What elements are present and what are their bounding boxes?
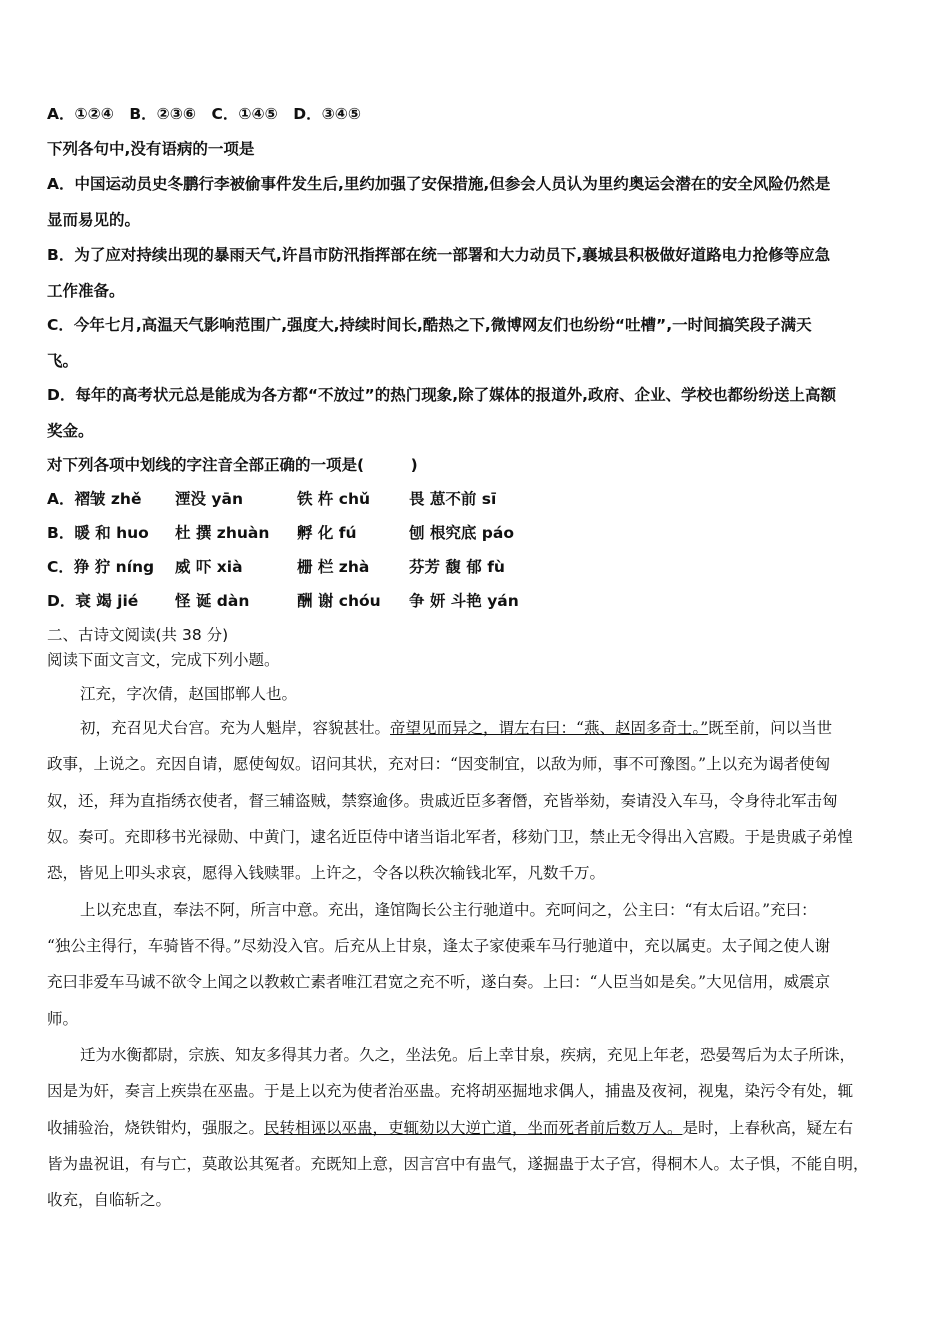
pinyin-item: 酬 谢 chóu — [297, 592, 381, 610]
section-heading: 二、古诗文阅读(共 38 分) — [47, 626, 229, 644]
pinyin-option-a — [47, 487, 496, 509]
reading-instruction: 阅读下面文言文，完成下列小题。 — [47, 651, 280, 669]
pinyin-item: 争 妍 斗艳 yán — [409, 592, 519, 610]
passage-line: 皆为蛊祝诅，有与亡，莫敢讼其冤者。充既知上意，因言宫中有蛊气，遂掘蛊于太子宫，得桐木人。太子惧，不能自明， — [47, 1155, 869, 1173]
pinyin-item: 怪 诞 dàn — [175, 592, 250, 610]
underlined-sentence: 民转相诬以巫蛊，吏辄劾以大逆亡道，坐而死者前后数万人。 — [264, 1119, 683, 1137]
option-d-line-1: D．每年的高考状元总是能成为各方都“不放过”的热门现象,除了媒体的报道外,政府、企业、学校也都纷纷送上高额 — [47, 386, 837, 404]
pinyin-item: 刨 根究底 páo — [409, 524, 514, 542]
pinyin-item: 芬芳 馥 郁 fù — [409, 558, 505, 576]
option-a-line-1: A．中国运动员史冬鹏行李被偷事件发生后,里约加强了安保措施,但参会人员认为里约奥运会潜在的安全风险仍然是 — [47, 175, 831, 193]
passage-text: 收捕验治，烧铁钳灼，强服之。 — [47, 1119, 265, 1137]
underlined-sentence: 帝望见而异之，谓左右曰：“燕、赵固多奇士。” — [390, 719, 709, 737]
pinyin-item: B．暖 和 huo — [47, 524, 149, 542]
pinyin-item: 杜 撰 zhuàn — [175, 524, 270, 542]
passage-line: 充曰非爱车马诚不欲令上闻之以教敕亡素者唯江君宽之充不听，遂白奏。上曰：“人臣当如是矣。”大见信用，威震京 — [47, 973, 831, 991]
choice-options-line: A．①②④ B．②③⑥ C．①④⑤ D．③④⑤ — [47, 105, 362, 123]
passage-line: 奴。奏可。充即移书光禄勋、中黄门，逮名近臣侍中诸当诣北军者，移劾门卫，禁止无令得出入宫殿。于是贵戚子弟惶 — [47, 828, 854, 846]
passage-text: 是时，上春秋高，疑左右 — [682, 1119, 854, 1137]
pinyin-item: 威 吓 xià — [175, 558, 243, 576]
passage-line: 上以充忠直，奉法不阿，所言中意。充出，逢馆陶长公主行驰道中。充呵问之，公主曰：“有太后诏。”充曰： — [80, 901, 817, 919]
passage-line — [47, 1116, 853, 1138]
passage-line: 奴，还，拜为直指绣衣使者，督三辅盗贼，禁察逾侈。贵戚近臣多奢僭，充皆举劾，奏请没入车马，令身待北军击匈 — [47, 792, 838, 810]
passage-line — [47, 716, 832, 738]
option-b-line-2: 工作准备。 — [47, 282, 125, 300]
pinyin-item: 湮没 yān — [175, 490, 243, 508]
question-stem-grammar: 下列各句中,没有语病的一项是 — [47, 140, 255, 158]
passage-line: 江充，字次倩，赵国邯郸人也。 — [80, 685, 298, 703]
passage-text: 既至前，问以当世 — [708, 719, 833, 737]
option-c-line-2: 飞。 — [47, 352, 79, 370]
option-c-line-1: C．今年七月,高温天气影响范围广,强度大,持续时间长,酷热之下,微博网友们也纷纷“吐槽”,一时间搞笑段子满天 — [47, 316, 812, 334]
passage-line: 政事，上说之。充因自请，愿使匈奴。诏问其状，充对曰：“因变制宜，以敌为师，事不可豫图。”上以充为谒者使匈 — [47, 755, 831, 773]
passage-line: 因是为奸，奏言上疾祟在巫蛊。于是上以充为使者治巫蛊。充将胡巫掘地求偶人，捕蛊及夜祠，视鬼，染污令有处，辄 — [47, 1082, 854, 1100]
pinyin-option-c — [47, 555, 505, 577]
pinyin-item: C．狰 狞 níng — [47, 558, 155, 576]
pinyin-item: 孵 化 fú — [297, 524, 357, 542]
pinyin-item: D．衰 竭 jié — [47, 592, 139, 610]
option-d-line-2: 奖金。 — [47, 422, 94, 440]
option-b-line-1: B．为了应对持续出现的暴雨天气,许昌市防汛指挥部在统一部署和大力动员下,襄城县积极做好道路电力抢修等应急 — [47, 246, 831, 264]
pinyin-item: A．褶皱 zhě — [47, 490, 142, 508]
passage-text: 初，充召见犬台宫。充为人魁岸，容貌甚壮。 — [80, 719, 391, 737]
passage-line: “独公主得行，车骑皆不得。”尽劾没入官。后充从上甘泉，逢太子家使乘车马行驰道中，充以属吏。太子闻之使人谢 — [47, 937, 831, 955]
pinyin-item: 畏 葸不前 sī — [409, 490, 497, 508]
passage-line: 迁为水衡都尉，宗族、知友多得其力者。久之，坐法免。后上幸甘泉，疾病，充见上年老，恐晏驾后为太子所诛， — [80, 1046, 856, 1064]
option-a-line-2: 显而易见的。 — [47, 211, 141, 229]
passage-line: 师。 — [47, 1010, 79, 1028]
pinyin-item: 铁 杵 chǔ — [297, 490, 371, 508]
passage-line: 恐，皆见上叩头求哀，愿得入钱赎罪。上许之，令各以秩次输钱北军，凡数千万。 — [47, 864, 606, 882]
pinyin-option-d — [47, 589, 519, 611]
question-stem-pinyin: 对下列各项中划线的字注音全部正确的一项是( ) — [47, 456, 418, 474]
passage-line: 收充，自临斩之。 — [47, 1191, 172, 1209]
pinyin-option-b — [47, 521, 514, 543]
pinyin-item: 栅 栏 zhà — [297, 558, 370, 576]
